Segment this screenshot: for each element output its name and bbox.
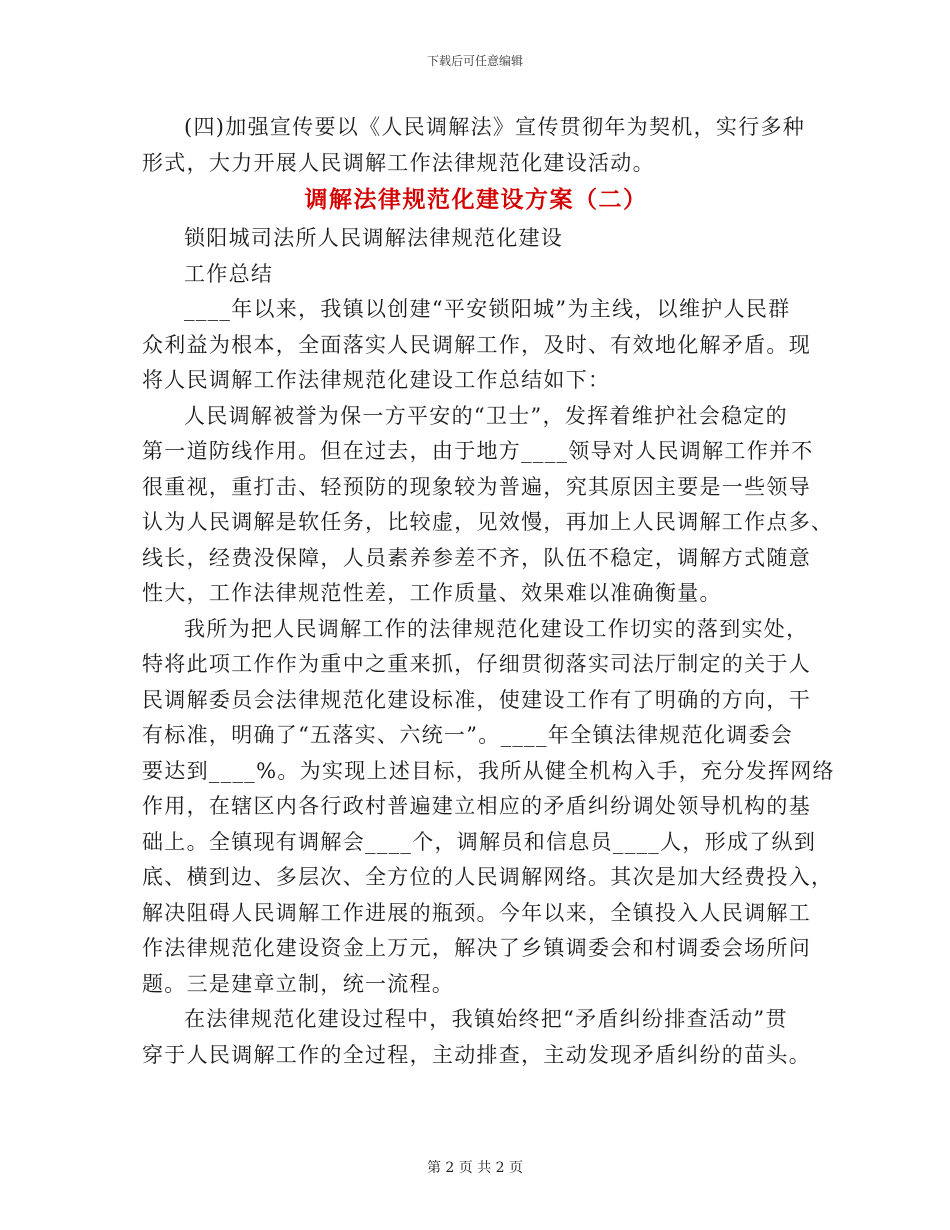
body-line: 作法律规范化建设资金上万元，解决了乡镇调委会和村调委会场所问 — [142, 936, 811, 960]
body-line: 特将此项工作作为重中之重来抓，仔细贯彻落实司法厅制定的关于人 — [142, 652, 811, 676]
section-title: 调解法律规范化建设方案（二） — [304, 186, 648, 213]
body-line: 线长，经费没保障，人员素养参差不齐，队伍不稳定，调解方式随意 — [142, 545, 811, 570]
body-line: 人民调解被誉为保一方平安的“卫士”，发挥着维护社会稳定的 — [184, 403, 788, 428]
subtitle-line: 锁阳城司法所人民调解法律规范化建设 — [184, 226, 564, 250]
body-line: 在法律规范化建设过程中，我镇始终把“矛盾纠纷排查活动”贯 — [184, 1007, 788, 1031]
body-line: 有标准，明确了“五落实、六统一”。____年全镇法律规范化调委会 — [142, 723, 794, 747]
body-line: 底、横到边、多层次、全方位的人民调解网络。其次是加大经费投入， — [142, 865, 834, 889]
subtitle-line: 工作总结 — [184, 261, 274, 286]
page-header: 下载后可任意编辑 — [426, 54, 523, 68]
body-line: ____年以来，我镇以创建“平安锁阳城”为主线，以维护人民群 — [184, 297, 791, 321]
body-line: 我所为把人民调解工作的法律规范化建设工作切实的落到实处， — [184, 616, 809, 641]
body-line: 要达到____%。为实现上述目标，我所从健全机构入手，充分发挥网络 — [142, 758, 835, 783]
body-line: 作用，在辖区内各行政村普遍建立相应的矛盾纠纷调处领导机构的基 — [142, 794, 811, 818]
body-line: 第一道防线作用。但在过去，由于地方____领导对人民调解工作并不 — [142, 439, 814, 463]
body-line: 认为人民调解是软任务，比较虚，见效慢，再加上人民调解工作点多、 — [142, 510, 834, 534]
body-line: 形式，大力开展人民调解工作法律规范化建设活动。 — [142, 150, 655, 175]
document-body — [142, 110, 835, 1073]
body-line: (四)加强宣传要以《人民调解法》宣传贯彻年为契机，实行多种 — [184, 115, 806, 139]
page-footer: 第 2 页 共 2 页 — [426, 1160, 524, 1176]
body-line: 穿于人民调解工作的全过程，主动排查，主动发现矛盾纠纷的苗头。 — [142, 1042, 811, 1067]
body-line: 民调解委员会法律规范化建设标准，使建设工作有了明确的方向，干 — [142, 687, 811, 712]
body-line: 将人民调解工作法律规范化建设工作总结如下： — [142, 368, 611, 392]
body-line: 众利益为根本，全面落实人民调解工作，及时、有效地化解矛盾。现 — [142, 332, 811, 357]
body-line: 题。三是建章立制，统一流程。 — [142, 971, 455, 996]
body-line: 性大，工作法律规范性差，工作质量、效果难以准确衡量。 — [142, 581, 722, 605]
body-line: 很重视，重打击、轻预防的现象较为普遍，究其原因主要是一些领导 — [142, 474, 811, 499]
body-line: 础上。全镇现有调解会____个，调解员和信息员____人，形成了纵到 — [142, 829, 817, 854]
body-line: 解决阻碍人民调解工作进展的瓶颈。今年以来，全镇投入人民调解工 — [142, 900, 811, 925]
